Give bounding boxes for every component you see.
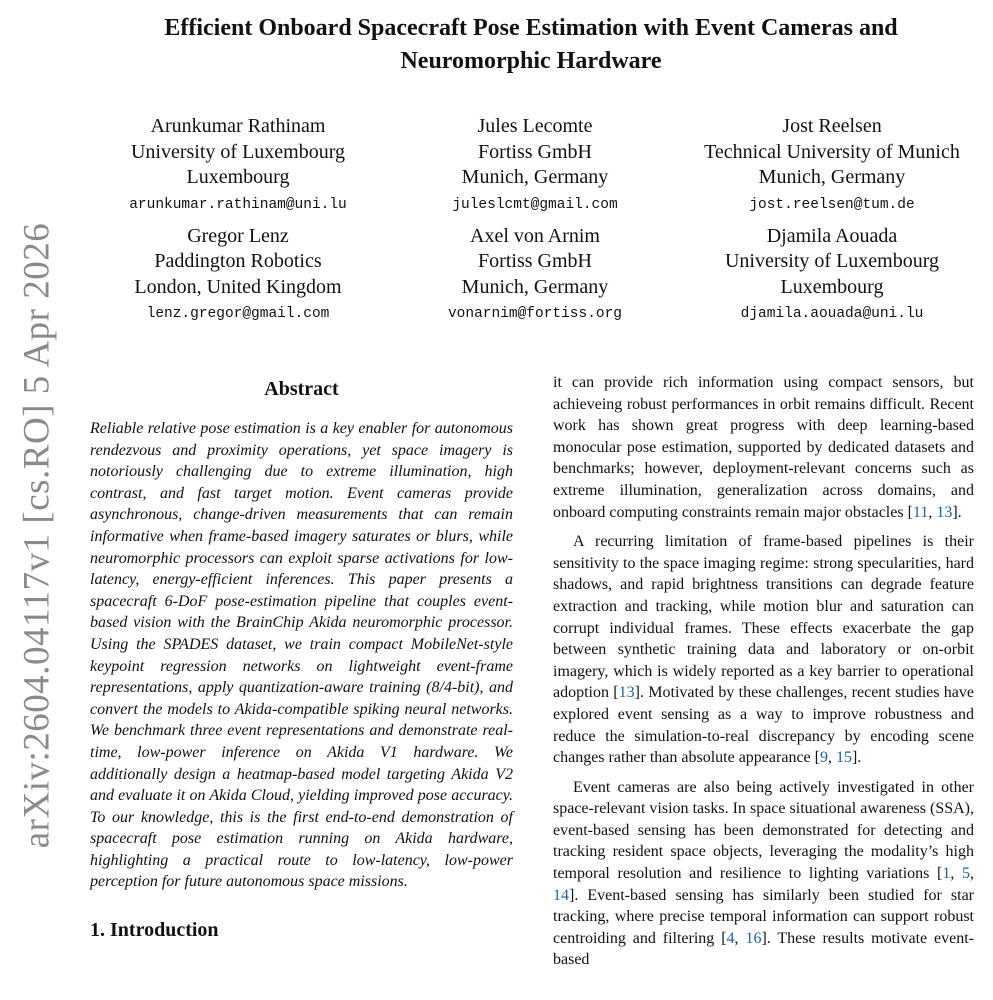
paragraph-text: Event cameras are also being actively investigated in other space-relevant vision tasks. In space situational awareness (SSA), event-based sensing has been demonstrated for detecting and tracking resident space objects, leveraging the modality’s high temporal resolution and resilience to lighting variations [	[553, 778, 974, 883]
author-location: Munich, Germany	[461, 275, 609, 298]
citation-link[interactable]: 5	[962, 865, 971, 883]
author-email[interactable]: vonarnim@fortiss.org	[447, 306, 623, 322]
citation-link[interactable]: 1	[942, 865, 951, 883]
author-email[interactable]: lenz.gregor@gmail.com	[146, 306, 330, 322]
author-card	[387, 114, 683, 220]
body-paragraph	[553, 777, 974, 971]
author-card	[684, 224, 980, 330]
paragraph-text: A recurring limitation of frame-based pipelines is their sensitivity to the space imaging regime: strong specularities, hard shadows, and rapid brightness transitions can degrade feature extraction and tracking, while motion blur and saturation can corrupt individual frames. These effects exacerbate the gap between synthetic training data and laboratory or on-orbit imagery, which is widely reported as a key barrier to operational adoption [	[553, 533, 974, 702]
citation-link[interactable]: 13	[618, 684, 635, 702]
paragraph-text: ]. These results motivate event-based	[553, 929, 974, 969]
arxiv-sidebar	[14, 222, 60, 848]
author-email[interactable]: arunkumar.rathinam@uni.lu	[129, 196, 347, 213]
citation-separator: ,	[734, 929, 746, 947]
citation-link[interactable]: 16	[745, 929, 762, 947]
author-card	[90, 224, 386, 330]
author-affiliation: Technical University of Munich	[704, 140, 960, 163]
citation-link[interactable]: 15	[835, 749, 852, 767]
author-block	[90, 114, 980, 329]
author-row	[90, 114, 980, 220]
citation-link[interactable]: 11	[912, 503, 929, 521]
body-paragraph	[553, 372, 974, 523]
author-name: Axel von Arnim	[470, 224, 600, 247]
author-row	[90, 224, 980, 330]
paragraph-text: ].	[851, 749, 862, 767]
paragraph-text: it can provide rich information using compact sensors, but achieveing robust performances in orbit remains difficult. Recent work has shown great progress with deep learning-based monocular pose estimation, supported by dedicated datasets and benchmarks; however, deployment-relevant concerns such as extreme illumination, generalization across domains, and onboard computing constraints remain major obstacles [	[553, 374, 974, 521]
author-affiliation: University of Luxembourg	[724, 250, 940, 272]
author-email[interactable]: djamila.aouada@uni.lu	[740, 306, 924, 322]
citation-separator: ,	[928, 503, 937, 521]
author-name: Gregor Lenz	[187, 224, 289, 247]
citation-separator: ,	[827, 749, 836, 767]
author-affiliation: Paddington Robotics	[154, 250, 322, 272]
citation-link[interactable]: 9	[819, 749, 828, 767]
author-location: Luxembourg	[780, 275, 884, 298]
paper-title: Efficient Onboard Spacecraft Pose Estimation with Event Cameras and Neuromorphic Hardware	[164, 15, 898, 74]
citation-link[interactable]: 13	[936, 503, 953, 521]
author-location: Luxembourg	[186, 166, 290, 188]
citation-separator: ,	[950, 865, 963, 883]
author-name: Djamila Aouada	[766, 224, 898, 247]
citation-separator: ,	[970, 865, 975, 883]
citation-link[interactable]: 4	[726, 929, 735, 947]
author-name: Jules Lecomte	[477, 115, 593, 137]
author-location: London, United Kingdom	[134, 275, 342, 298]
right-column	[553, 372, 974, 971]
paragraph-text: ].	[952, 503, 962, 521]
author-card	[684, 114, 980, 220]
citation-link[interactable]: 14	[553, 886, 569, 904]
abstract-heading: Abstract	[264, 378, 339, 400]
body-paragraph	[553, 531, 974, 769]
author-affiliation: Fortiss GmbH	[478, 140, 592, 163]
paragraph-text: ]. Motivated by these challenges, recent studies have explored event sensing as a way to improve robustness and reduce the simulation-to-real discrepancy by encoding scene changes rather than absolute appearance [	[553, 684, 975, 767]
paragraph-text: ]. Event-based sensing has similarly been studied for star tracking, where precise temporal information can support robust centroiding and filtering [	[553, 886, 974, 947]
left-column	[90, 376, 513, 943]
author-location: Munich, Germany	[461, 166, 609, 188]
author-email[interactable]: juleslcmt@gmail.com	[452, 196, 618, 213]
author-affiliation: Fortiss GmbH	[478, 250, 592, 272]
introduction-heading: 1. Introduction	[90, 919, 219, 942]
author-card	[90, 114, 386, 220]
abstract-text: Reliable relative pose estimation is a key enabler for autonomous rendezvous and proximity operations, yet space imagery is notoriously challenging due to extreme illumination, high contrast, and fast target motion. Event cameras provide asynchronous, change-driven measurements that can remain informative when frame-based imagery saturates or blurs, while neuromorphic processors can exploit sparse activations for low-latency, energy-efficient inferences. This paper presents a spacecraft 6-DoF pose-estimation pipeline that couples event-based vision with the BrainChip Akida neuromorphic processor. Using the SPADES dataset, we train compact MobileNet-style keypoint regression networks on lightweight event-frame representations, apply quantization-aware training (8/4-bit), and convert the models to Akida-compatible spiking neural networks. We benchmark three event representations and demonstrate real-time, low-power inference on Akida V1 hardware. We additionally design a heatmap-based model targeting Akida V2 and evaluate it on Akida Cloud, yielding improved pose accuracy. To our knowledge, this is the first end-to-end demonstration of spacecraft pose estimation running on Akida hardware, highlighting a practical route to low-latency, low-power perception for future autonomous space missions.	[90, 420, 513, 891]
author-affiliation: University of Luxembourg	[130, 140, 346, 163]
author-location: Munich, Germany	[758, 166, 906, 188]
author-card	[387, 224, 683, 330]
author-email[interactable]: jost.reelsen@tum.de	[749, 196, 915, 213]
author-name: Jost Reelsen	[782, 115, 882, 137]
arxiv-identifier: arXiv:2604.04117v1 [cs.RO] 5 Apr 2026	[16, 222, 58, 848]
author-name: Arunkumar Rathinam	[150, 115, 326, 137]
